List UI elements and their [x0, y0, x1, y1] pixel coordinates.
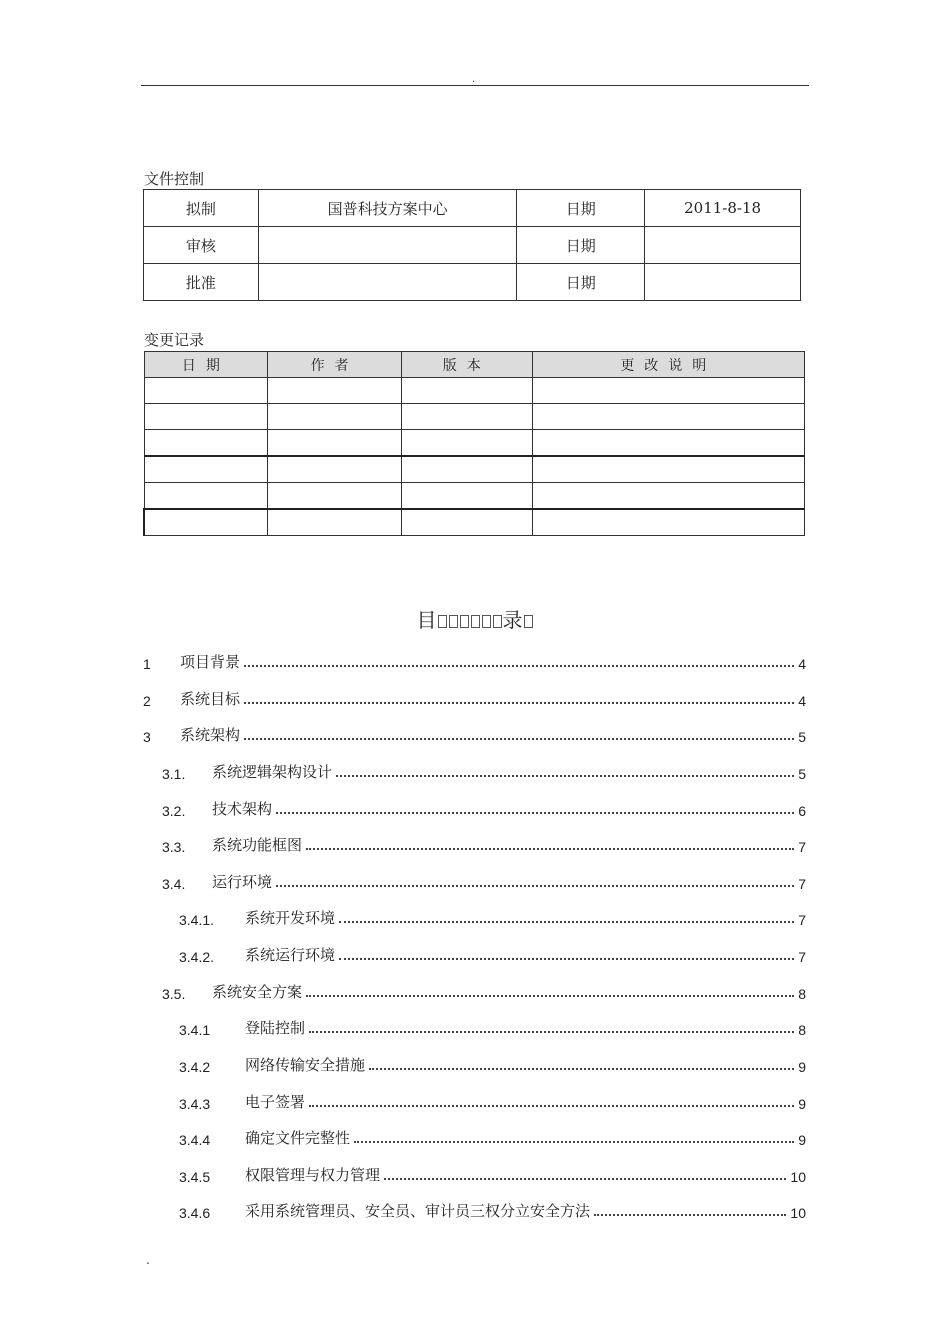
date-value: 2011-8-18: [645, 190, 801, 227]
toc-page: 10: [790, 1169, 806, 1185]
toc-text: 权限管理与权力管理: [245, 1166, 381, 1184]
cell: [532, 430, 804, 457]
toc-text: 项目背景: [180, 653, 241, 671]
toc-leader: [244, 738, 794, 740]
toc-text: 采用系统管理员、安全员、审计员三权分立安全方法: [245, 1202, 591, 1220]
toc-entry[interactable]: [162, 833, 806, 855]
cell: [532, 404, 804, 430]
toc-page: 4: [798, 693, 806, 709]
header-date: 日期: [144, 352, 268, 378]
toc-number: 3.4.6: [179, 1205, 211, 1221]
file-control-title: 文件控制: [144, 170, 205, 188]
header-rule: [141, 85, 809, 86]
table-row: [144, 378, 805, 404]
table-row: [144, 264, 801, 301]
toc-page: 9: [798, 1132, 806, 1148]
toc-entry[interactable]: [143, 723, 806, 745]
toc-entry[interactable]: [143, 650, 806, 672]
cell: [401, 509, 532, 536]
cell: [532, 378, 804, 404]
toc-number: 3.4.2: [179, 1059, 211, 1075]
toc-entry[interactable]: [162, 980, 806, 1002]
cell: [401, 404, 532, 430]
toc-entry[interactable]: [179, 1199, 806, 1221]
toc-entry[interactable]: [162, 760, 806, 782]
row-value: 国普科技方案中心: [258, 190, 517, 227]
toc-text: 登陆控制: [245, 1019, 306, 1037]
row-label: 批准: [144, 264, 259, 301]
missing-glyph-icon: [524, 615, 533, 628]
cell: [144, 483, 268, 510]
toc-leader: [339, 958, 794, 960]
toc-entry[interactable]: [179, 1126, 806, 1148]
date-value: [645, 227, 801, 264]
toc-number: 3.4.1.: [179, 912, 215, 928]
toc-page: 8: [798, 1022, 806, 1038]
toc-title: [0, 604, 950, 633]
cell: [144, 404, 268, 430]
toc-leader: [354, 1141, 794, 1143]
date-label: 日期: [517, 190, 645, 227]
toc-number: 3.4.: [162, 876, 186, 892]
toc-title-left: 目: [416, 608, 437, 632]
table-row: [144, 483, 805, 510]
toc-page: 7: [798, 912, 806, 928]
cell: [144, 430, 268, 457]
toc-entry[interactable]: [179, 943, 806, 965]
table-row: [144, 509, 805, 536]
toc-page: 10: [790, 1205, 806, 1221]
toc-number: 3: [143, 729, 151, 745]
toc-leader: [384, 1178, 786, 1180]
toc-page: 5: [798, 729, 806, 745]
toc-leader: [276, 812, 794, 814]
cell: [532, 456, 804, 483]
cell: [144, 456, 268, 483]
toc-leader: [244, 665, 794, 667]
toc-leader: [309, 1031, 794, 1033]
cell: [268, 483, 402, 510]
cell: [268, 430, 402, 457]
toc-text: 系统逻辑架构设计: [212, 763, 333, 781]
cell: [268, 456, 402, 483]
date-value: [645, 264, 801, 301]
toc-text: 技术架构: [212, 800, 273, 818]
toc-leader: [306, 848, 794, 850]
header-description: 更改说明: [532, 352, 804, 378]
header-author: 作者: [268, 352, 402, 378]
toc-entry[interactable]: [162, 870, 806, 892]
toc-number: 3.4.1: [179, 1022, 211, 1038]
toc-page: 9: [798, 1059, 806, 1075]
toc-text: 确定文件完整性: [245, 1129, 351, 1147]
cell: [144, 509, 268, 536]
toc-text: 系统运行环境: [245, 946, 336, 964]
cell: [401, 378, 532, 404]
cell: [401, 483, 532, 510]
header-mark: .: [472, 74, 476, 85]
cell: [268, 378, 402, 404]
toc-number: 3.4.5: [179, 1169, 211, 1185]
toc-number: 2: [143, 693, 151, 709]
toc-page: 6: [798, 803, 806, 819]
toc-title-right: 录: [502, 608, 523, 632]
toc-entry[interactable]: [179, 1016, 806, 1038]
toc-entry[interactable]: [143, 687, 806, 709]
change-record-table: [143, 351, 805, 536]
toc-leader: [369, 1068, 794, 1070]
missing-glyph-icon: [493, 615, 502, 628]
toc-entry[interactable]: [179, 906, 806, 928]
missing-glyph-icon: [471, 615, 480, 628]
change-record-title: 变更记录: [144, 331, 205, 349]
footer-mark: .: [146, 1253, 150, 1267]
cell: [268, 404, 402, 430]
toc-text: 运行环境: [212, 873, 273, 891]
toc-text: 系统开发环境: [245, 909, 336, 927]
table-row: [144, 430, 805, 457]
toc-page: 8: [798, 986, 806, 1002]
toc-page: 9: [798, 1096, 806, 1112]
toc-entry[interactable]: [179, 1053, 806, 1075]
toc-page: 4: [798, 656, 806, 672]
toc-page: 7: [798, 876, 806, 892]
table-row: [144, 456, 805, 483]
toc-leader: [306, 995, 794, 997]
cell: [401, 430, 532, 457]
row-value: [258, 227, 517, 264]
row-value: [258, 264, 517, 301]
header-version: 版本: [401, 352, 532, 378]
toc-page: 7: [798, 949, 806, 965]
table-header-row: [144, 352, 805, 378]
toc-number: 3.4.4: [179, 1132, 211, 1148]
toc-text: 系统安全方案: [212, 983, 303, 1001]
file-control-table: [143, 189, 801, 301]
toc-leader: [276, 885, 794, 887]
toc-number: 1: [143, 656, 151, 672]
toc-text: 系统目标: [180, 690, 241, 708]
toc-number: 3.4.2.: [179, 949, 215, 965]
cell: [532, 483, 804, 510]
cell: [532, 509, 804, 536]
table-row: [144, 190, 801, 227]
toc-leader: [594, 1214, 786, 1216]
toc-page: 5: [798, 766, 806, 782]
toc-number: 3.2.: [162, 803, 186, 819]
cell: [401, 456, 532, 483]
toc-entry[interactable]: [179, 1163, 806, 1185]
toc-number: 3.4.3: [179, 1096, 211, 1112]
toc-leader: [244, 702, 794, 704]
toc-number: 3.3.: [162, 839, 186, 855]
row-label: 审核: [144, 227, 259, 264]
toc-leader: [339, 921, 794, 923]
toc-page: 7: [798, 839, 806, 855]
toc-entry[interactable]: [162, 797, 806, 819]
missing-glyph-icon: [438, 615, 447, 628]
cell: [268, 509, 402, 536]
missing-glyph-icon: [449, 615, 458, 628]
toc-text: 系统架构: [180, 726, 241, 744]
toc-text: 系统功能框图: [212, 836, 303, 854]
table-row: [144, 404, 805, 430]
row-label: 拟制: [144, 190, 259, 227]
table-row: [144, 227, 801, 264]
toc-leader: [336, 775, 794, 777]
missing-glyph-icon: [482, 615, 491, 628]
toc-text: 电子签署: [245, 1093, 306, 1111]
toc-number: 3.1.: [162, 766, 186, 782]
date-label: 日期: [517, 227, 645, 264]
cell: [144, 378, 268, 404]
missing-glyph-icon: [460, 615, 469, 628]
date-label: 日期: [517, 264, 645, 301]
toc-text: 网络传输安全措施: [245, 1056, 366, 1074]
toc-number: 3.5.: [162, 986, 186, 1002]
toc-leader: [309, 1105, 794, 1107]
toc-entry[interactable]: [179, 1090, 806, 1112]
